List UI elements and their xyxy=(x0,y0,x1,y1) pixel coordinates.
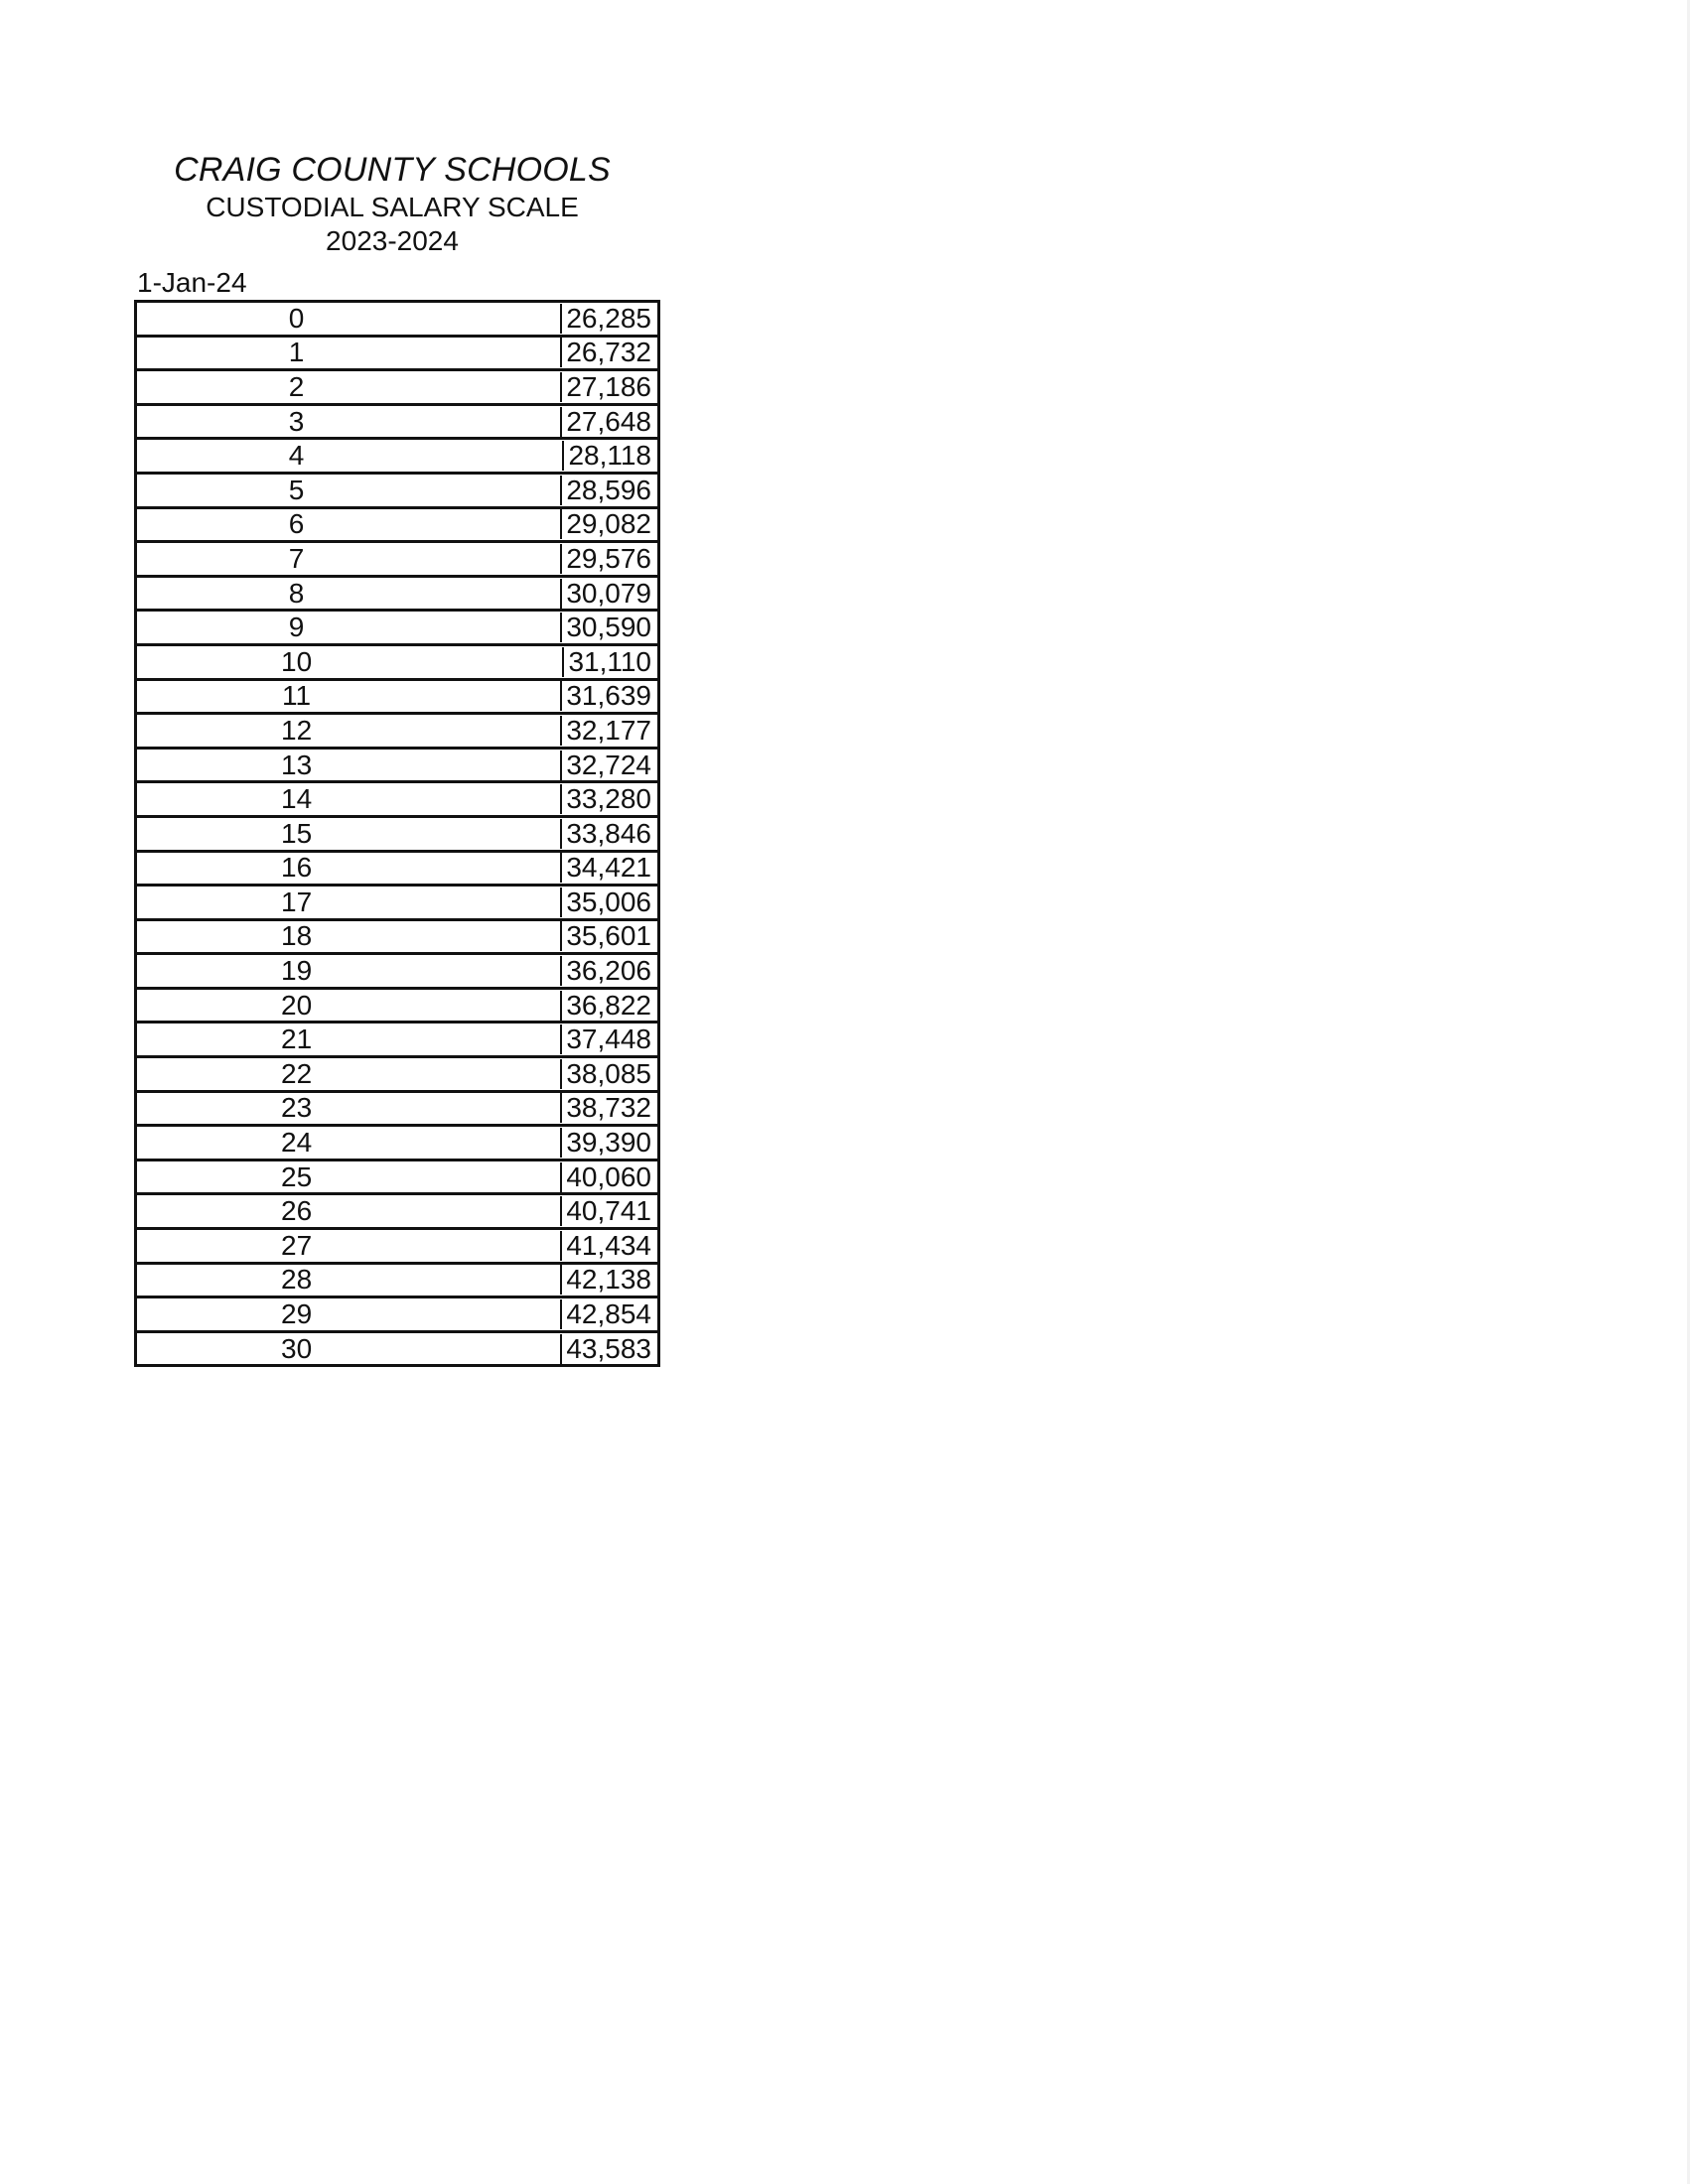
step-cell: 8 xyxy=(136,576,457,611)
salary-cell xyxy=(456,1194,658,1229)
salary-amount: 42,854 xyxy=(560,1299,651,1329)
table-row xyxy=(136,1091,659,1126)
salary-cell xyxy=(456,919,658,954)
step-cell: 23 xyxy=(136,1091,457,1126)
salary-cell xyxy=(456,1057,658,1092)
step-cell: 1 xyxy=(136,336,457,370)
salary-amount: 42,138 xyxy=(560,1265,651,1295)
step-cell: 4 xyxy=(136,439,457,474)
step-cell: 20 xyxy=(136,988,457,1023)
salary-amount: 33,846 xyxy=(560,819,651,849)
salary-cell xyxy=(456,507,658,542)
step-cell: 21 xyxy=(136,1023,457,1057)
table-row xyxy=(136,611,659,645)
salary-amount: 30,590 xyxy=(560,613,651,642)
salary-cell xyxy=(456,611,658,645)
step-cell: 12 xyxy=(136,714,457,749)
step-cell: 16 xyxy=(136,851,457,886)
salary-amount: 35,006 xyxy=(560,887,651,917)
salary-amount: 32,177 xyxy=(560,716,651,746)
salary-amount: 39,390 xyxy=(560,1128,651,1158)
step-cell: 25 xyxy=(136,1160,457,1194)
table-row xyxy=(136,748,659,782)
table-row xyxy=(136,370,659,405)
step-cell: 2 xyxy=(136,370,457,405)
salary-cell xyxy=(456,1091,658,1126)
salary-cell xyxy=(456,1229,658,1264)
salary-amount: 40,741 xyxy=(560,1196,651,1226)
salary-cell xyxy=(456,748,658,782)
salary-cell xyxy=(456,816,658,851)
table-row xyxy=(136,988,659,1023)
step-cell: 27 xyxy=(136,1229,457,1264)
salary-amount: 38,085 xyxy=(560,1059,651,1089)
step-cell: 30 xyxy=(281,1332,313,1364)
step-cell: 24 xyxy=(136,1126,457,1160)
salary-amount: 38,732 xyxy=(560,1093,651,1123)
salary-amount: 28,596 xyxy=(560,476,651,505)
salary-amount: 26,732 xyxy=(560,338,651,367)
table-row xyxy=(136,1023,659,1057)
table-row xyxy=(136,954,659,989)
step-cell: 6 xyxy=(136,507,457,542)
salary-cell xyxy=(456,988,658,1023)
salary-amount: 30,079 xyxy=(560,579,651,609)
salary-cell xyxy=(456,851,658,886)
salary-cell xyxy=(456,1160,658,1194)
salary-amount: 36,822 xyxy=(560,991,651,1021)
step-cell: 29 xyxy=(136,1297,457,1332)
school-year: 2023-2024 xyxy=(326,225,459,256)
salary-cell xyxy=(456,404,658,439)
table-row xyxy=(136,1126,659,1160)
salary-cell xyxy=(456,1297,658,1332)
table-row xyxy=(136,336,659,370)
salary-amount: 33,280 xyxy=(560,784,651,814)
table-row xyxy=(136,576,659,611)
table-row xyxy=(136,1297,659,1332)
salary-amount: 34,421 xyxy=(560,853,651,883)
salary-cell xyxy=(456,336,658,370)
salary-amount: 31,639 xyxy=(560,681,651,711)
step-cell: 14 xyxy=(136,782,457,817)
salary-amount: 37,448 xyxy=(560,1024,651,1054)
table-row xyxy=(136,851,659,886)
document-subtitle: CUSTODIAL SALARY SCALE xyxy=(206,192,579,222)
step-cell: 26 xyxy=(136,1194,457,1229)
salary-cell xyxy=(456,1263,658,1297)
step-cell: 11 xyxy=(136,679,457,714)
salary-amount: 41,434 xyxy=(560,1231,651,1261)
table-row xyxy=(136,542,659,577)
table-row xyxy=(136,507,659,542)
table-row xyxy=(136,1331,659,1366)
salary-amount: 29,576 xyxy=(560,544,651,574)
table-row xyxy=(136,886,659,920)
salary-amount: 43,583 xyxy=(560,1334,651,1364)
salary-cell xyxy=(456,886,658,920)
table-row xyxy=(136,1263,659,1297)
step-cell: 19 xyxy=(136,954,457,989)
salary-amount: 26,285 xyxy=(560,304,651,334)
salary-cell xyxy=(456,679,658,714)
salary-cell xyxy=(456,1126,658,1160)
step-cell: 13 xyxy=(136,748,457,782)
salary-amount: 28,118 xyxy=(562,441,651,471)
salary-cell xyxy=(456,954,658,989)
salary-amount: 31,110 xyxy=(562,647,651,677)
step-cell: 15 xyxy=(136,816,457,851)
step-cell: 7 xyxy=(136,542,457,577)
step-cell: 5 xyxy=(136,473,457,507)
salary-scale-table xyxy=(134,300,660,1367)
document-header xyxy=(149,149,635,258)
step-cell: 28 xyxy=(136,1263,457,1297)
salary-amount: 29,082 xyxy=(560,509,651,539)
salary-amount: 32,724 xyxy=(560,751,651,780)
salary-amount: 40,060 xyxy=(560,1162,651,1192)
table-row xyxy=(136,439,659,474)
step-cell: 10 xyxy=(136,644,457,679)
salary-cell xyxy=(456,782,658,817)
document-title: CRAIG COUNTY SCHOOLS xyxy=(174,151,611,189)
salary-cell xyxy=(456,473,658,507)
salary-cell xyxy=(456,302,658,337)
step-cell: 18 xyxy=(136,919,457,954)
step-cell: 22 xyxy=(136,1057,457,1092)
salary-cell xyxy=(456,370,658,405)
table-row xyxy=(136,1229,659,1264)
table-row xyxy=(136,919,659,954)
table-row xyxy=(136,782,659,817)
salary-cell xyxy=(456,576,658,611)
step-cell: 3 xyxy=(136,404,457,439)
table-row xyxy=(136,404,659,439)
salary-amount: 36,206 xyxy=(560,956,651,986)
table-row xyxy=(136,644,659,679)
step-cell: 17 xyxy=(136,886,457,920)
salary-amount: 27,648 xyxy=(560,407,651,437)
salary-cell xyxy=(456,714,658,749)
table-row xyxy=(136,1194,659,1229)
salary-scale-body xyxy=(136,302,659,1366)
salary-cell xyxy=(456,1331,658,1366)
table-row xyxy=(136,714,659,749)
table-row xyxy=(136,1160,659,1194)
effective-date: 1-Jan-24 xyxy=(137,267,247,298)
table-row xyxy=(136,302,659,337)
salary-cell xyxy=(456,439,658,474)
salary-cell xyxy=(456,644,658,679)
table-row xyxy=(136,679,659,714)
table-row xyxy=(136,473,659,507)
salary-amount: 27,186 xyxy=(560,372,651,402)
table-row xyxy=(136,816,659,851)
salary-amount: 35,601 xyxy=(560,921,651,951)
step-cell: 9 xyxy=(136,611,457,645)
salary-cell xyxy=(456,1023,658,1057)
table-row xyxy=(136,1057,659,1092)
step-cell: 0 xyxy=(136,302,457,337)
salary-cell xyxy=(456,542,658,577)
